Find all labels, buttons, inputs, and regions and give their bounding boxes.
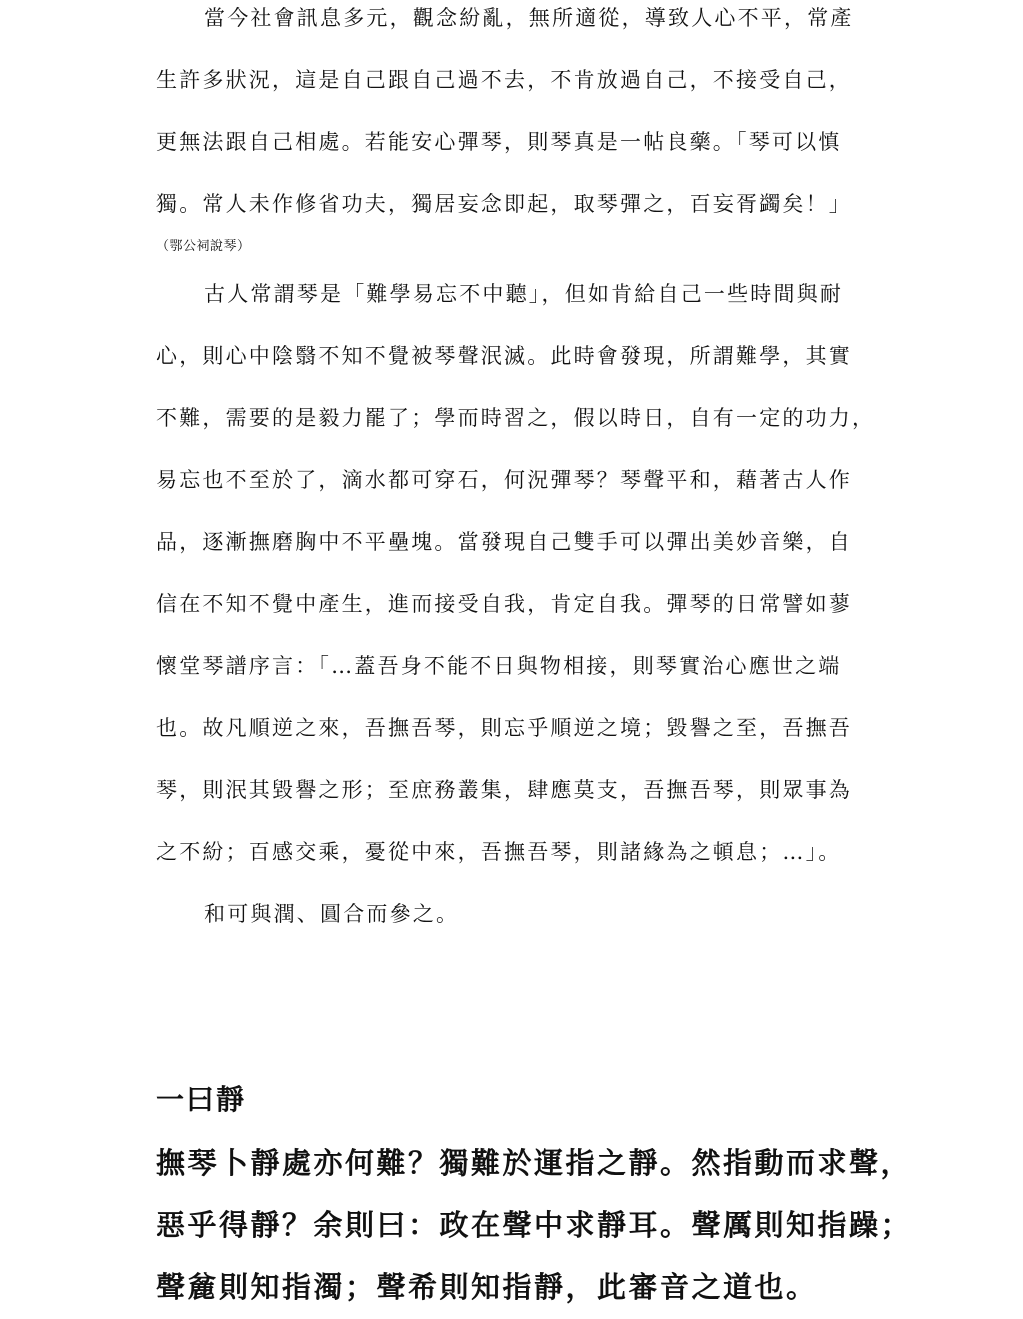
paragraph-1 [156,0,854,235]
text-line: 不難，需要的是毅力罷了；學而時習之，假以時日，自有一定的功力， [156,406,876,430]
text-line: 信在不知不覺中產生，進而接受自我，肯定自我。彈琴的日常譬如蓼 [156,592,852,616]
text-line: 更無法跟自己相處。若能安心彈琴，則琴真是一帖良藥。「琴可以慎 [156,130,842,154]
text-line: 之不紛；百感交乘，憂從中來，吾撫吾琴，則諸緣為之頓息；…」。 [156,840,842,864]
text-line: 琴，則泯其毀譽之形；至庶務叢集，肆應莫支，吾撫吾琴，則眾事為 [156,778,852,802]
text-line: 聲麄則知指濁；聲希則知指靜，此審音之道也。 [156,1270,818,1304]
section-heading: 一曰靜 [156,1083,247,1116]
text-line: 惡乎得靜？余則曰：政在聲中求靜耳。聲厲則知指躁； [156,1208,913,1242]
text-line: 生許多狀況，這是自己跟自己過不去，不肯放過自己，不接受自己， [156,68,852,92]
paragraph-2 [156,263,875,883]
text-line: 品，逐漸撫磨胸中不平壘塊。當發現自己雙手可以彈出美妙音樂，自 [156,530,852,554]
text-line: 懷堂琴譜序言：「…蓋吾身不能不日與物相接，則琴實治心應世之端 [156,654,842,678]
text-line: 易忘也不至於了，滴水都可穿石，何況彈琴？琴聲平和，藉著古人作 [156,468,852,492]
paragraph-3 [156,883,459,945]
text-line: 心，則心中陰翳不知不覺被琴聲泯滅。此時會發現，所謂難學，其實 [156,344,852,368]
text-line: 撫琴卜靜處亦何難？獨難於運指之靜。然指動而求聲， [156,1146,913,1180]
text-line: 和可與潤、圓合而參之。 [204,902,460,926]
text-line: 也。故凡順逆之來，吾撫吾琴，則忘乎順逆之境；毀譽之至，吾撫吾 [156,716,852,740]
text-line: 古人常謂琴是「難學易忘不中聽」，但如肯給自己一些時間與耐 [204,282,844,306]
text-line: 當今社會訊息多元，觀念紛亂，無所適從，導致人心不平，常產 [204,6,854,30]
section-quote [156,1132,912,1318]
text-line: 獨。常人未作修省功夫，獨居妄念即起，取琴彈之，百妄胥蠲矣！」 [156,192,852,216]
citation: （鄂公祠說琴） [156,239,251,254]
